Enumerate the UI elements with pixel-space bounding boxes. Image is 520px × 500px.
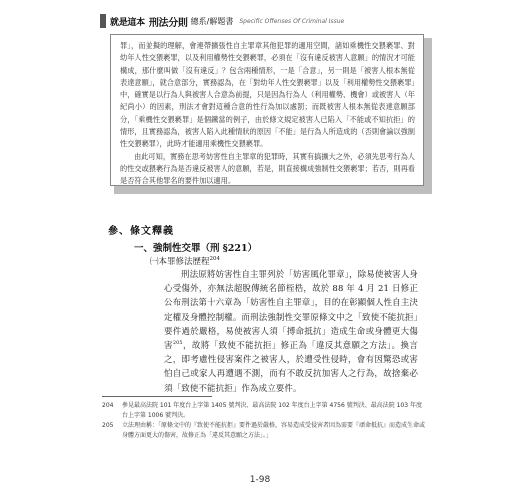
footnote-ref[interactable]: 205	[172, 340, 183, 347]
body-paragraph	[164, 268, 418, 396]
book-subtitle: 總系/解題書	[190, 16, 234, 26]
subsection-title: 一、強制性交罪（刑 §221）	[134, 243, 258, 254]
footnote-ref[interactable]: 204	[209, 256, 221, 263]
header-marker	[100, 14, 106, 28]
footnote-divider	[102, 396, 212, 397]
body-text	[164, 268, 418, 396]
body-text-part: 刑法原將妨害性自主罪列於「妨害風化罪章」，除易使被害人身心受傷外，亦無法超脫傳統名節桎梏，故於 88 年 4 月 21 日修正公布刑法第十六章為「妨害性自主罪章」，目的在彰顯個人性自主決定權及身體控制權。而刑法強制性交罪原條文中之「致使不能抗拒」要件過於嚴格，易使被害人須「搏命抵抗」造成生命或身體更大傷害	[164, 270, 418, 352]
footnote-number: 205	[102, 422, 114, 429]
footnote	[102, 401, 426, 421]
footnote	[102, 421, 426, 441]
running-header	[100, 13, 344, 29]
footnote-text: 立法理由稱：「原條文中的『致使不能抗拒』要件過於嚴格，容易造成受侵害者因為需要『頑命抵抗』而造成生命或身體方面更大的傷害，故修正為「違反其意願之方法」。」	[122, 422, 426, 439]
commentary-paragraph: 由此可知，實務在思考妨害性自主罪章的犯罪時，其實有搞擴大之外，必須先思考行為人的性交或猥褻行為是否違反被害人的意願，若是，則直接構成強制性交猥褻罪；若否，則再看是否符合其他罪名的要件加以適用。	[120, 151, 415, 186]
commentary-paragraph: 罪」，而並擬的理解，會連帶擴張性自主罪章其他犯罪的適用空間，諸如乘機性交猥褻罪、對幼年人性交猥褻罪，以及利用權勢性交猥褻罪，必須在「沒有違反被害人意願」的情況才可能構成，那什麼叫做「沒有違反」？包含兩種情形，一是「合意」，另一則是「被害人根本無從表達意願」，就合意部分，實務認為，在「對幼年人性交猥褻罪」以及「利用權勢性交猥褻罪」中，確實是以行為人與被害人合意為前提，只是因為行為人（利用權勢、機會）或被害人（年紀尚小）的因素，刑法才會對這種合意的性行為加以處罰；而既被害人根本無從表達意願部分，「乘機性交猥褻罪」是個鐵當的例子，由於條文規定被害人已陷入「不能或不知抗拒」的情形，且實務認為，被害人陷入此種情狀的原因「不能」是行為人所造成的（否則會論以強制性交猥褻罪），此時才能適用乘機性交猥褻罪。	[120, 41, 415, 149]
book-english-title: Specific Offenses Of Criminal Issue	[239, 17, 345, 25]
footnote-text: 參見最高法院 101 年度台上字第 1405 號判決、最高法院 102 年度台上字第 4756 號判決、最高法院 103 年度台上字第 1006 號判決。	[122, 402, 422, 419]
body-text-part: ，故將「致使不能抗拒」修正為「違反其意願之方法」。換言之，即考慮性侵害案件之被害人，於遭受性侵時，會有因驚恐或害怕自己或家人再遭遇不測，而有不敢反抗加害人之行為，故捨棄必須「致使不能抗拒」作為成立要件。	[164, 341, 418, 394]
footnotes	[102, 401, 426, 441]
book-title: 刑法分則	[148, 17, 188, 29]
book-series: 就是這本	[110, 17, 145, 28]
footnote-number: 204	[102, 402, 114, 409]
item-title-text: ㈠本罪修法歷程	[150, 257, 210, 267]
commentary-box-content	[110, 34, 424, 186]
commentary-box	[110, 34, 432, 194]
section-title: 參、條文釋義	[108, 226, 174, 237]
item-title	[150, 255, 220, 267]
page-number: 1-98	[249, 475, 271, 485]
